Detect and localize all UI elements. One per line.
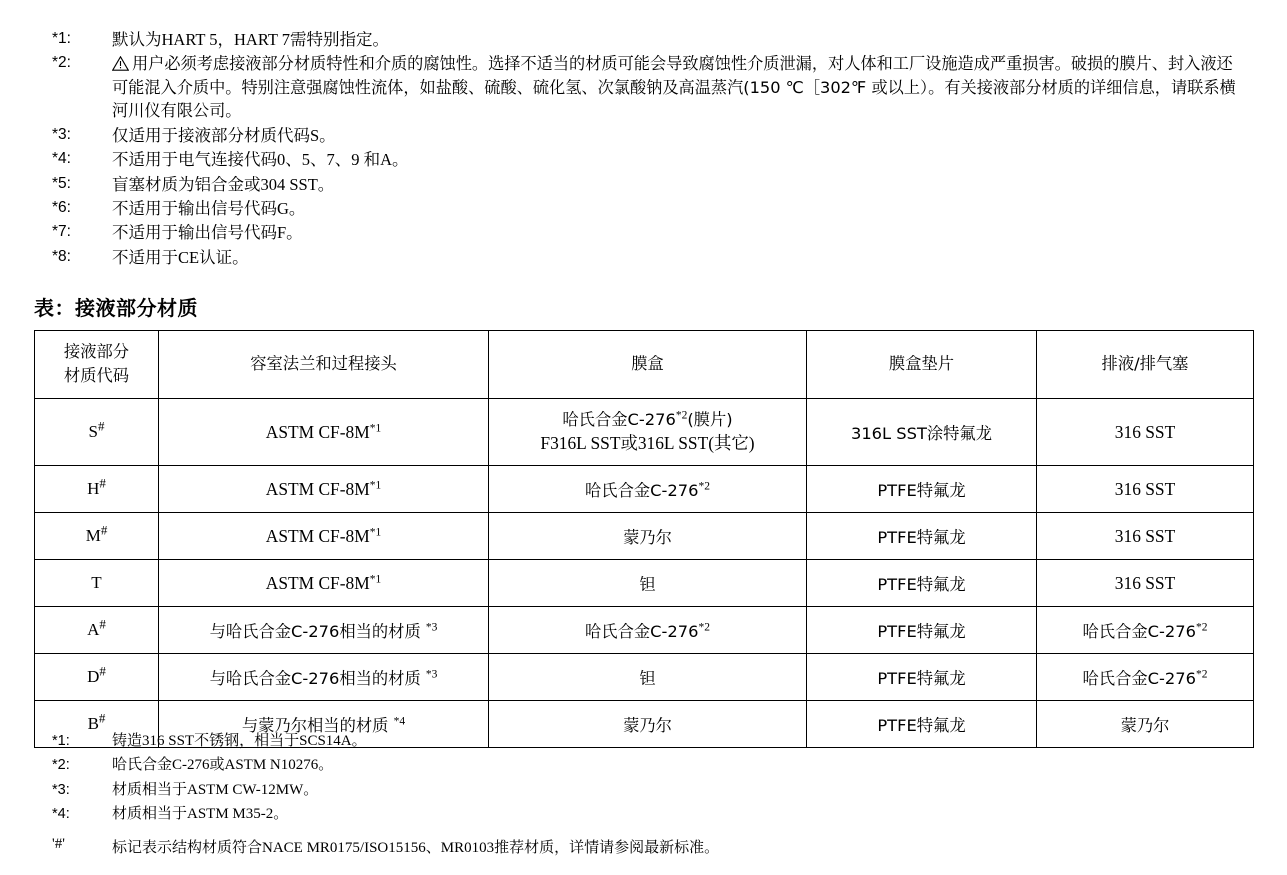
note-key: *1: (52, 30, 71, 47)
cell-plug: 哈氏合金C-276$^{*2}$ (1037, 607, 1254, 654)
cell-code: M# (35, 513, 159, 560)
cell-plug: 316 SST (1037, 466, 1254, 513)
cell-gasket: PTFE特氟龙 (807, 607, 1037, 654)
warning-triangle-icon (112, 56, 129, 71)
note-item (52, 755, 1232, 776)
note-key: *5: (52, 174, 71, 192)
col-header-flange: 容室法兰和过程接头 (159, 331, 489, 399)
note-key: *8: (52, 247, 71, 265)
note-item (52, 731, 1232, 752)
table-header (35, 331, 1254, 399)
cell-capsule: 钽 (489, 654, 807, 701)
note-item (52, 780, 1232, 801)
note-item (52, 124, 1242, 147)
cell-plug: 哈氏合金C-276$^{*2}$ (1037, 654, 1254, 701)
note-item (52, 148, 1242, 171)
note-text: 不适用于输出信号代码F。 (112, 223, 303, 243)
note-text: 用户必须考虑接液部分材质特性和介质的腐蚀性。选择不适当的材质可能会导致腐蚀性介质泄漏，对人体和工厂设施造成严重损害。破损的膜片、封入液还可能混入介质中。特别注意强腐蚀性流体，如盐酸、硫酸、硫化氢、次氯酸钠及高温蒸汽(150 ℃［302℉ 或以上）。有关接液部分材质的详细信息，请联系横河川仪有限公司。 (112, 54, 1236, 121)
cell-capsule: 哈氏合金C-276$^{*2}$ (489, 466, 807, 513)
cell-flange: ASTM $CF-8M^{*1}$ (159, 513, 489, 560)
top-notes-list (52, 28, 1242, 270)
note-text: 材质相当于ASTM CW-12MW。 (112, 781, 319, 798)
cell-gasket: PTFE特氟龙 (807, 701, 1037, 748)
note-text: 不适用于输出信号代码G。 (112, 198, 306, 218)
cell-plug: 316 SST (1037, 513, 1254, 560)
cell-code: T (35, 560, 159, 607)
note-text: 默认为HART 5，HART 7需特别指定。 (112, 30, 390, 49)
cell-code: S# (35, 399, 159, 466)
cell-capsule: 钽 (489, 560, 807, 607)
cell-code: B# (35, 701, 159, 748)
note-text-warning (112, 52, 1242, 122)
table-header-row (35, 331, 1254, 399)
note-item (52, 173, 1242, 196)
section-title: 表：接液部分材质 (34, 296, 198, 320)
col-header-capsule: 膜盒 (489, 331, 807, 399)
table-row (35, 513, 1254, 560)
cell-plug: 316 SST (1037, 399, 1254, 466)
cell-gasket: PTFE特氟龙 (807, 654, 1037, 701)
note-text: 仅适用于接液部分材质代码S。 (112, 125, 336, 145)
hash-footnote (52, 836, 719, 857)
cell-gasket: 316L SST涂特氟龙 (807, 399, 1037, 466)
cell-capsule: 哈氏合金C-276$^{*2}$ (489, 607, 807, 654)
cell-gasket: PTFE特氟龙 (807, 560, 1037, 607)
note-text: 材质相当于ASTM M35-2。 (112, 805, 289, 822)
cell-code: A# (35, 607, 159, 654)
hash-footnote-key: '#' (52, 836, 65, 852)
note-key: *1: (52, 733, 70, 749)
cell-plug: 蒙乃尔 (1037, 701, 1254, 748)
note-key: *2: (52, 54, 71, 72)
cell-flange: 与哈氏合金C-276相当的材质 $^{*3}$ (159, 654, 489, 701)
cell-code: D# (35, 654, 159, 701)
cell-capsule: 蒙乃尔 (489, 513, 807, 560)
cell-capsule: 哈氏合金C-276$^{*2}$(膜片) F316L SST或316L SST(其它) (489, 399, 807, 466)
note-key: *3: (52, 125, 71, 143)
cell-flange: ASTM $CF-8M^{*1}$ (159, 399, 489, 466)
table-row (35, 654, 1254, 701)
cell-flange: ASTM $CF-8M^{*1}$ (159, 466, 489, 513)
note-item (52, 197, 1242, 220)
cell-flange: ASTM $CF-8M^{*1}$ (159, 560, 489, 607)
table-row (35, 399, 1254, 466)
cell-gasket: PTFE特氟龙 (807, 466, 1037, 513)
note-text: 不适用于CE认证。 (112, 247, 249, 267)
note-item (52, 246, 1242, 269)
note-key: *6: (52, 198, 71, 216)
cell-plug: 316 SST (1037, 560, 1254, 607)
col-header-code: 接液部分 材质代码 (35, 331, 159, 399)
note-item (52, 804, 1232, 825)
cell-gasket: PTFE特氟龙 (807, 513, 1037, 560)
col-header-plug: 排液/排气塞 (1037, 331, 1254, 399)
note-key: *2: (52, 757, 70, 774)
note-text: 铸造316 SST不锈钢，相当于SCS14A。 (112, 733, 367, 749)
note-key: *4: (52, 805, 70, 822)
note-text: 哈氏合金C-276或ASTM N10276。 (112, 757, 334, 774)
cell-code: H# (35, 466, 159, 513)
note-text: 盲塞材质为铝合金或304 SST。 (112, 174, 335, 194)
cell-flange: 与哈氏合金C-276相当的材质 $^{*3}$ (159, 607, 489, 654)
hash-footnote-text: 标记表示结构材质符合NACE MR0175/ISO15156、MR0103推荐材质，详情请参阅最新标准。 (112, 840, 720, 856)
cell-capsule: 蒙乃尔 (489, 701, 807, 748)
table-row (35, 607, 1254, 654)
table-body (35, 399, 1254, 748)
note-item (52, 52, 1242, 122)
note-key: *3: (52, 781, 70, 798)
cell-flange: 与蒙乃尔相当的材质 $^{*4}$ (159, 701, 489, 748)
note-key: *4: (52, 150, 71, 168)
note-key: *7: (52, 223, 71, 241)
table-row (35, 466, 1254, 513)
bottom-notes-list (52, 731, 1232, 828)
col-header-gasket: 膜盒垫片 (807, 331, 1037, 399)
materials-table (34, 330, 1254, 748)
table-row (35, 560, 1254, 607)
note-item (52, 221, 1242, 244)
note-text: 不适用于电气连接代码0、5、7、9 和A。 (112, 150, 409, 170)
note-item (52, 28, 1242, 51)
